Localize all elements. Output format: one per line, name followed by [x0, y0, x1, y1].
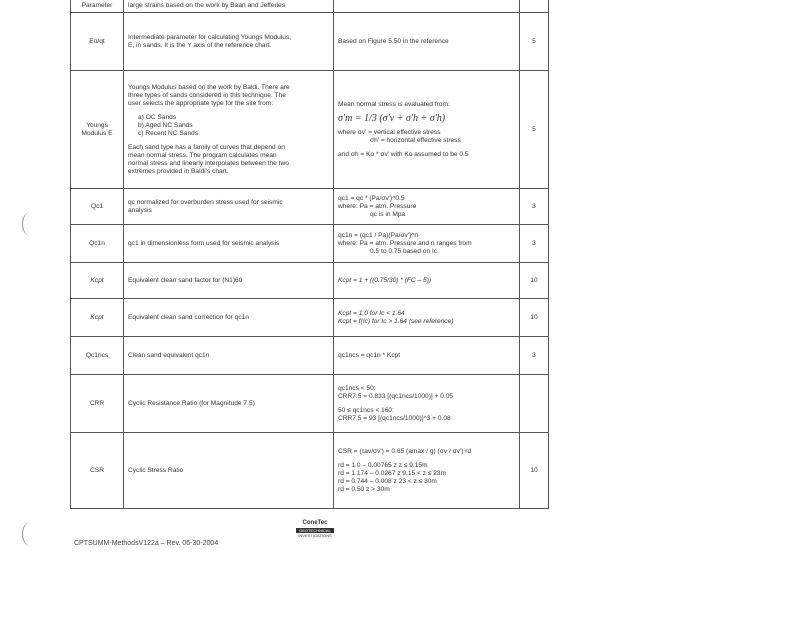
table-row: [71, 0, 549, 13]
option-item: a) OC Sands: [138, 113, 177, 121]
row-basis: qc1ncs = qc1n * Kcpt: [334, 337, 520, 375]
table-row: [71, 225, 549, 263]
row-symbol: Qc1n: [71, 225, 124, 263]
row-description: Equivalent clean sand correction for qc1n: [124, 299, 334, 337]
row-symbol: Eo/qt: [71, 13, 124, 71]
row-basis: Kcpt = 1 + ((0.75/30) * (FC – 5)): [334, 263, 520, 299]
row-reference: 10: [520, 263, 549, 299]
row-description: qc normalized for overburden stress used for seismic analysis: [124, 189, 334, 225]
row-reference: 10: [520, 299, 549, 337]
punch-hole: [22, 212, 39, 236]
document-footer: CPTSUMM-MethodsV122a – Rev. 06-30-2004: [74, 540, 219, 547]
row-basis: Based on Figure 5.50 in the reference: [334, 13, 520, 71]
row-basis: [334, 0, 520, 13]
row-symbol: Youngs Modulus E: [71, 71, 124, 189]
row-description: qc1 in dimensionless form used for seismic analysis: [124, 225, 334, 263]
row-reference: 5: [520, 71, 549, 189]
row-description: large strains based on the work by Baan and Jefferies: [124, 0, 334, 13]
row-basis: Kcpt = 1.0 for Ic < 1.64 Kcpt = f(Ic) for Ic > 1.64 (see reference): [334, 299, 520, 337]
row-symbol: Parameter: [71, 0, 124, 13]
row-basis: Mean normal stress is evaluated from: σ'm = 1/3 (σ'v + σ'h + σ'h) where σv' = vertical effective stress σh' = horizontal effective stress and σh = Ko * σv' with Ko assumed to be 0.5: [334, 71, 520, 189]
row-reference: 3: [520, 189, 549, 225]
row-symbol: Qc1: [71, 189, 124, 225]
row-symbol: Kcpt: [71, 299, 124, 337]
table-row: [71, 263, 549, 299]
row-basis: qc1 = qc * (Pa/σv')^0.5 where: Pa = atm. Pressure qc is in Mpa: [334, 189, 520, 225]
row-symbol: CSR: [71, 433, 124, 509]
row-reference: [520, 0, 549, 13]
mean-stress-formula: σ'm = 1/3 (σ'v + σ'h + σ'h): [338, 112, 446, 124]
row-description: Intermediate parameter for calculating Youngs Modulus, E, in sands. It is the Y axis of the reference chart.: [124, 13, 334, 71]
option-item: b) Aged NC Sands: [138, 121, 193, 129]
option-item: c) Recent NC Sands: [138, 129, 199, 137]
row-basis: qc1ncs < 50: CRR7.5 = 0.833 [(qc1ncs/1000)] + 0.05 50 ≤ qc1ncs < 160: CRR7.5 = 93 [(qc1ncs/1000)]^3 + 0.08: [334, 375, 520, 433]
row-symbol: CRR: [71, 375, 124, 433]
row-description: Cyclic Stress Ratio: [124, 433, 334, 509]
company-logo: ConeTec GEOTECHNICAL INVESTIGATIONS: [296, 520, 334, 544]
row-description: Youngs Modulus based on the work by Baldi. There are three types of sands considered in this technique. The user selects the appropriate type for the site from: a) OC Sands b) Aged NC Sands c) Recent NC Sands Each sand type has a family of curves that depend on mean normal stress. The program calculates mean normal stress and linearly interpolates between the two extremes provided in Baldi's chart.: [124, 71, 334, 189]
row-description: Cyclic Resistance Ratio (for Magnitude 7.5): [124, 375, 334, 433]
table-row: [71, 375, 549, 433]
table-row: [71, 433, 549, 509]
row-description: Clean sand equivalent qc1n: [124, 337, 334, 375]
row-reference: 3: [520, 225, 549, 263]
row-symbol: Kcpt: [71, 263, 124, 299]
table-row: [71, 13, 549, 71]
table-row: [71, 71, 549, 189]
row-reference: 5: [520, 13, 549, 71]
table-row: [71, 299, 549, 337]
table-row: [71, 337, 549, 375]
row-reference: [520, 375, 549, 433]
table-row: [71, 189, 549, 225]
row-description: Equivalent clean sand factor for (N1)60: [124, 263, 334, 299]
row-reference: 3: [520, 337, 549, 375]
parameters-table: [70, 0, 549, 509]
row-reference: 10: [520, 433, 549, 509]
row-symbol: Qc1ncs: [71, 337, 124, 375]
row-basis: CSR = (τav/σv') = 0.65 (amax / g) (σv / σv') rd rd = 1.0 – 0.00765 z z ≤ 9.15m rd = 1.174 – 0.0267 z 9.15 < z ≤ 23m rd = 0.744 – 0.008 z 23 < z ≤ 30m rd = 0.50 z > 30m: [334, 433, 520, 509]
row-basis: qc1n = (qc1 / Pa)(Pa/σv')^n where: Pa = atm. Pressure and n ranges from 0.5 to 0.75 based on Ic.: [334, 225, 520, 263]
punch-hole: [22, 522, 39, 546]
